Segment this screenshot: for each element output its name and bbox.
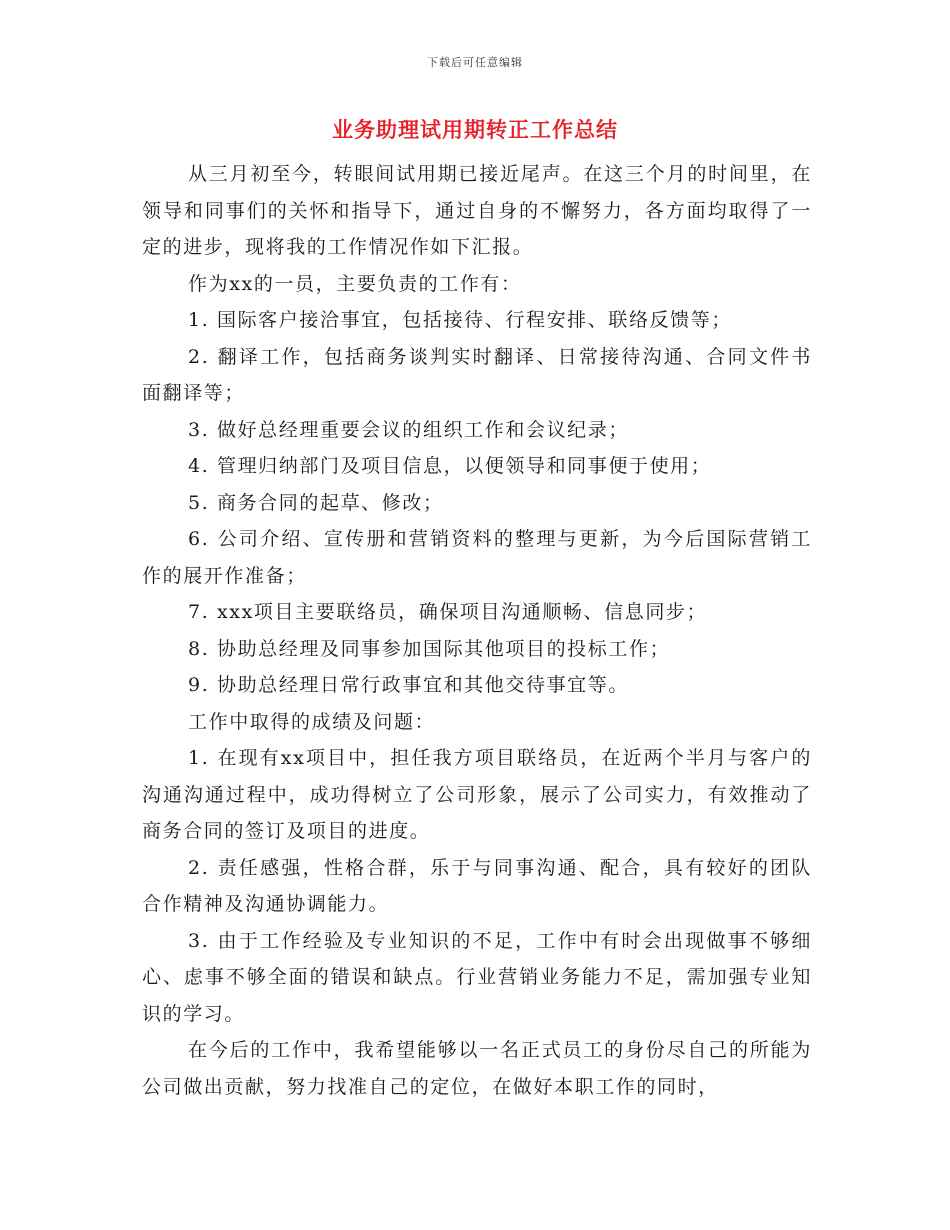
list-item: 6. 公司介绍、宣传册和营销资料的整理与更新，为今后国际营销工作的展开作准备； (142, 528, 812, 587)
list-item: 5. 商务合同的起草、修改； (188, 491, 444, 514)
list-item: 3. 由于工作经验及专业知识的不足，工作中有时会出现做事不够细心、虑事不够全面的错误和缺点。行业营销业务能力不足，需加强专业知识的学习。 (142, 929, 812, 1025)
list-item: 2. 翻译工作，包括商务谈判实时翻译、日常接待沟通、合同文件书面翻译等； (142, 345, 812, 404)
list-item: 1. 国际客户接洽事宜，包括接待、行程安排、联络反馈等； (188, 309, 732, 331)
page-header: 下载后可任意编辑 (427, 56, 523, 69)
list-item: 4. 管理归纳部门及项目信息，以便领导和同事便于使用； (188, 455, 712, 477)
list-item: 7. xxx项目主要联络员，确保项目沟通顺畅、信息同步； (188, 601, 708, 623)
paragraph-outlook: 在今后的工作中，我希望能够以一名正式员工的身份尽自己的所能为公司做出贡献，努力找准自己的定位，在做好本职工作的同时， (142, 1039, 812, 1098)
list-item: 9. 协助总经理日常行政事宜和其他交待事宜等。 (188, 674, 629, 696)
paragraph-responsibilities-heading: 作为xx的一员，主要负责的工作有： (188, 272, 522, 295)
document-body (142, 156, 812, 1105)
document-title: 业务助理试用期转正工作总结 (332, 117, 618, 142)
paragraph-achievements-heading: 工作中取得的成绩及问题： (188, 710, 436, 733)
list-item: 1. 在现有xx项目中，担任我方项目联络员，在近两个半月与客户的沟通沟通过程中，成功得树立了公司形象，展示了公司实力，有效推动了商务合同的签订及项目的进度。 (142, 747, 812, 842)
list-item: 2. 责任感强，性格合群，乐于与同事沟通、配合，具有较好的团队合作精神及沟通协调能力。 (142, 856, 812, 915)
list-item: 8. 协助总经理及同事参加国际其他项目的投标工作； (188, 637, 671, 660)
paragraph-intro: 从三月初至今，转眼间试用期已接近尾声。在这三个月的时间里，在领导和同事们的关怀和指导下，通过自身的不懈努力，各方面均取得了一定的进步，现将我的工作情况作如下汇报。 (142, 163, 812, 258)
list-item: 3. 做好总经理重要会议的组织工作和会议纪录； (188, 418, 629, 441)
